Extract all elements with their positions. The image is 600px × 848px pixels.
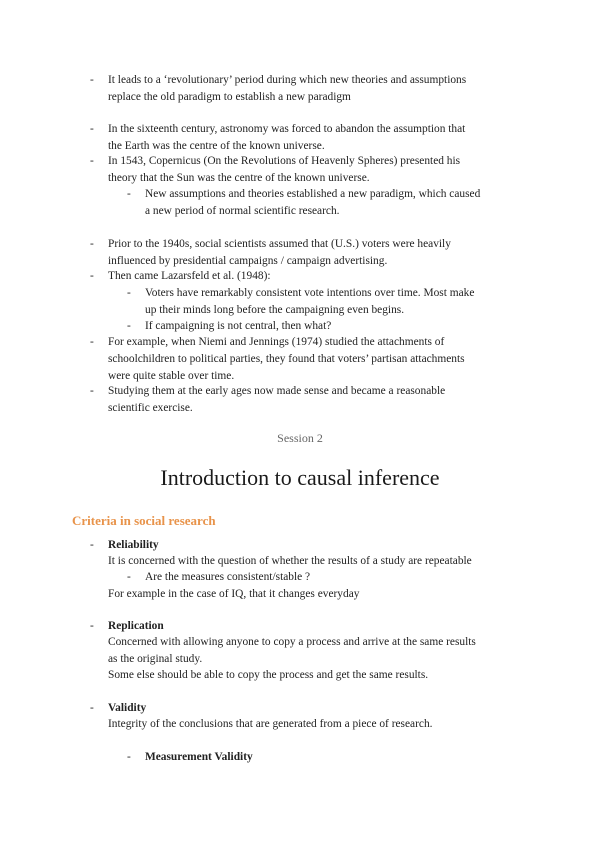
replication-text: Concerned with allowing anyone to copy a process and arrive at the same results [108, 636, 476, 648]
bullet-dash: - [127, 571, 131, 583]
bullet-line: Prior to the 1940s, social scientists assumed that (U.S.) voters were heavily [108, 238, 451, 250]
replication-text: as the original study. [108, 653, 203, 665]
reliability-text: It is concerned with the question of whether the results of a study are repeatable [108, 555, 472, 567]
bullet-dash: - [127, 188, 131, 200]
bullet-dash: - [90, 123, 94, 135]
bullet-dash: - [90, 702, 94, 714]
measurement-validity-label: Measurement Validity [145, 751, 253, 763]
bullet-line: New assumptions and theories established a new paradigm, which caused [145, 188, 481, 200]
bullet-dash: - [90, 74, 94, 86]
section-heading: Criteria in social research [72, 513, 216, 528]
bullet-line: schoolchildren to political parties, they found that voters’ partisan attachments [108, 353, 465, 365]
bullet-line: For example, when Niemi and Jennings (1974) studied the attachments of [108, 336, 445, 348]
bullet-line: were quite stable over time. [108, 370, 235, 382]
bullet-dash: - [90, 270, 94, 282]
replication-text: Some else should be able to copy the process and get the same results. [108, 669, 429, 681]
bullet-line: scientific exercise. [108, 402, 193, 414]
bullet-dash: - [127, 320, 131, 332]
page-title: Introduction to causal inference [160, 465, 440, 490]
bullet-line: up their minds long before the campaigning even begins. [145, 304, 405, 316]
bullet-dash: - [90, 155, 94, 167]
reliability-label: Reliability [108, 539, 159, 551]
validity-label: Validity [108, 702, 147, 714]
bullet-dash: - [90, 385, 94, 397]
bullet-line: Studying them at the early ages now made sense and became a reasonable [108, 385, 446, 397]
bullet-line: replace the old paradigm to establish a new paradigm [108, 91, 351, 103]
bullet-dash: - [90, 336, 94, 348]
bullet-dash: - [127, 287, 131, 299]
bullet-line: theory that the Sun was the centre of the known universe. [108, 172, 370, 184]
bullet-line: It leads to a ‘revolutionary’ period during which new theories and assumptions [108, 74, 467, 86]
reliability-example: For example in the case of IQ, that it changes everyday [108, 588, 360, 600]
validity-text: Integrity of the conclusions that are generated from a piece of research. [108, 718, 433, 730]
bullet-line: the Earth was the centre of the known universe. [108, 140, 325, 152]
bullet-dash: - [90, 238, 94, 250]
replication-label: Replication [108, 620, 164, 632]
bullet-line: If campaigning is not central, then what? [145, 320, 332, 332]
bullet-dash: - [90, 539, 94, 551]
session-label: Session 2 [277, 431, 323, 445]
bullet-line: In the sixteenth century, astronomy was forced to abandon the assumption that [108, 123, 466, 135]
bullet-line: In 1543, Copernicus (On the Revolutions of Heavenly Spheres) presented his [108, 155, 461, 167]
bullet-dash: - [127, 751, 131, 763]
bullet-line: Are the measures consistent/stable ? [145, 571, 311, 583]
bullet-line: a new period of normal scientific research. [145, 205, 340, 217]
bullet-line: Voters have remarkably consistent vote intentions over time. Most make [145, 287, 475, 299]
bullet-line: Then came Lazarsfeld et al. (1948): [108, 270, 271, 282]
bullet-dash: - [90, 620, 94, 632]
bullet-line: influenced by presidential campaigns / campaign advertising. [108, 255, 388, 267]
